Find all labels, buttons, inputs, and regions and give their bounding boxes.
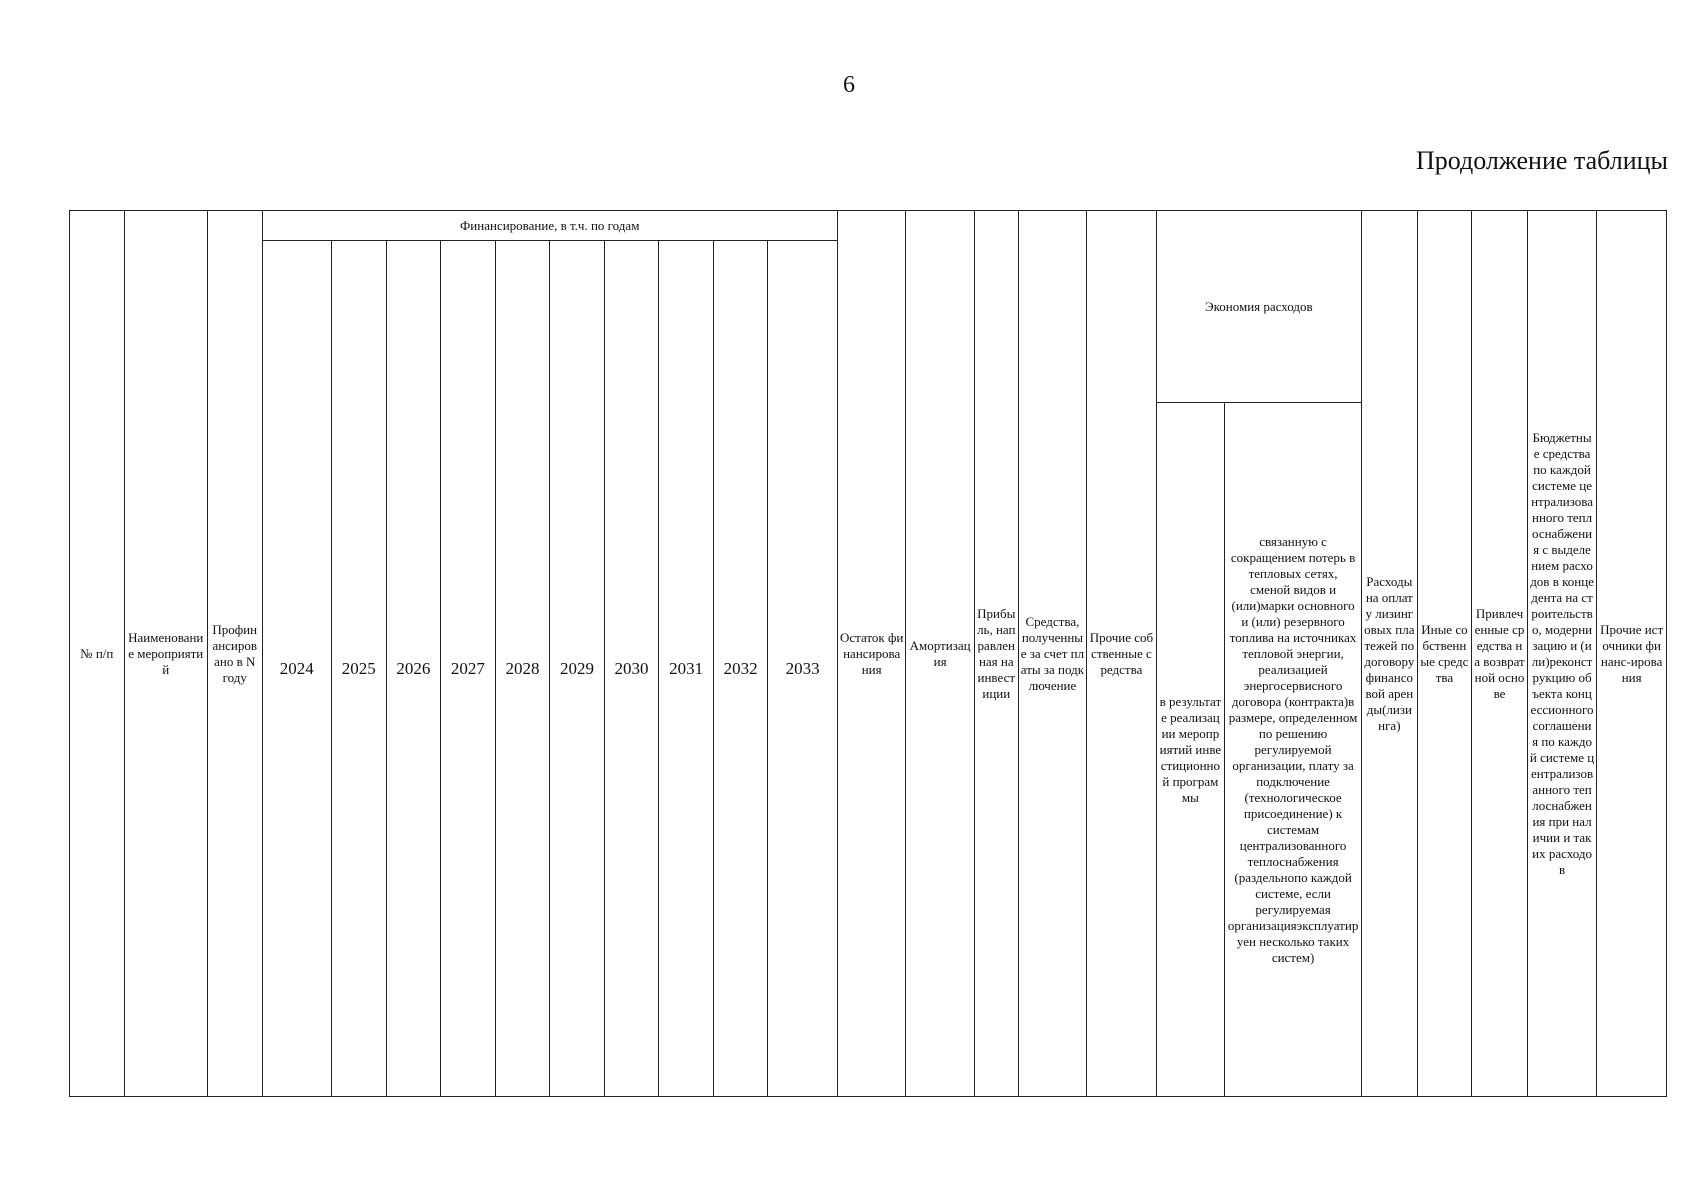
header-borrowed: Привлеченные средства на возвратной основе <box>1472 211 1528 1097</box>
page-number: 6 <box>843 72 855 98</box>
header-amortization: Амортизация <box>906 211 974 1097</box>
header-year-2024: 2024 <box>262 241 332 1097</box>
header-name: Наименование мероприятий <box>124 211 207 1097</box>
header-savings-program: в результате реализации мероприятий инвестиционной программы <box>1156 403 1224 1097</box>
header-year-2025: 2025 <box>332 241 387 1097</box>
header-savings: Экономия расходов <box>1156 211 1361 403</box>
header-other-own-funds: Иные собственные средства <box>1417 211 1472 1097</box>
header-financing-by-years: Финансирование, в т.ч. по годам <box>262 211 837 241</box>
header-year-2032: 2032 <box>713 241 768 1097</box>
header-leasing: Расходы на оплату лизинговых платежей по договору финансовой аренды(лизинга) <box>1362 211 1418 1097</box>
header-year-2028: 2028 <box>495 241 550 1097</box>
header-other-own: Прочие собственные средства <box>1087 211 1157 1097</box>
header-savings-related: связанную с сокращением потерь в тепловых сетях, сменой видов и (или)марки основного и (или) резервного топлива на источниках тепловой энергии, реализацией энергосервисного договора (контракта)в размере, определенном по решению регулируемой организации, плату за подключение (технологическое присоединение) к системам централизованного теплоснабжения (раздельнопо каждой системе, если регулируемая организацияэксплуатируен несколько таких систем) <box>1225 403 1362 1097</box>
header-remainder: Остаток финансирования <box>837 211 905 1097</box>
header-year-2031: 2031 <box>659 241 714 1097</box>
header-num: № п/п <box>70 211 125 1097</box>
header-other-sources: Прочие источники финанс-ирования <box>1597 211 1667 1097</box>
header-year-2030: 2030 <box>604 241 659 1097</box>
header-year-2033: 2033 <box>768 241 838 1097</box>
header-year-2026: 2026 <box>386 241 441 1097</box>
header-connection-funds: Средства, полученные за счет платы за подключение <box>1018 211 1086 1097</box>
header-profit: Прибыль, направленная на инвестиции <box>974 211 1018 1097</box>
header-budget: Бюджетные средства по каждой системе централизованного теплоснабжения с выделением расходов в концедента на строительство, модернизацию и (или)реконструкцию объекта концессионного соглашения по каждой системе централизованного теплоснабжения при наличии и таких расходов <box>1527 211 1597 1097</box>
header-year-2029: 2029 <box>550 241 605 1097</box>
header-year-2027: 2027 <box>441 241 496 1097</box>
header-profinanced: Профинансировано в N году <box>207 211 262 1097</box>
table-caption: Продолжение таблицы <box>1416 146 1668 175</box>
financing-table <box>69 210 1667 1097</box>
